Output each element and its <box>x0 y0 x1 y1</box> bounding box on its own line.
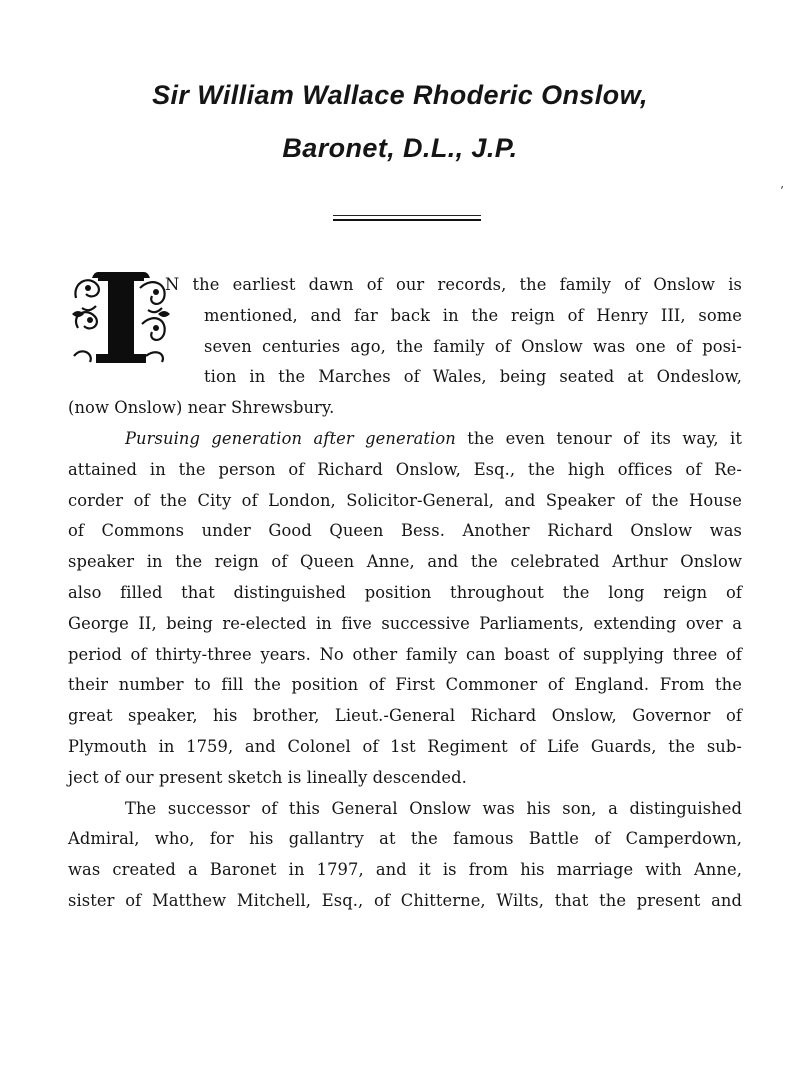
paragraph-2-line-10: great speaker, his brother, Lieut.-General Richard Onslow, Governor of <box>68 706 742 726</box>
page-title <box>60 82 740 171</box>
paragraph-1-line-2: mentioned, and far back in the reign of Henry III, some <box>204 305 742 325</box>
title-divider-thick <box>333 219 481 221</box>
paragraph-3 <box>68 794 742 917</box>
paragraph-1-line-5: (now Onslow) near Shrewsbury. <box>68 398 335 418</box>
paragraph-2-line-4: of Commons under Good Queen Bess. Another Richard Onslow was <box>68 521 742 541</box>
body-text <box>68 270 742 917</box>
paragraph-3-line-2: Admiral, who, for his gallantry at the famous Battle of Camperdown, <box>68 829 742 849</box>
drop-cap-letter-text: I <box>120 328 122 329</box>
paragraph-2-line-7: George II, being re-elected in five successive Parliaments, extending over a <box>68 613 742 633</box>
paragraph-3-line-1: The successor of this General Onslow was his son, a distinguished <box>125 798 742 818</box>
title-divider-thin <box>333 215 481 216</box>
paragraph-2-line-9: their number to fill the position of First Commoner of England. From the <box>68 675 742 695</box>
paragraph-2-line-1: Pursuing generation after generation the even tenour of its way, it <box>125 428 742 448</box>
paragraph-2 <box>68 424 742 794</box>
paragraph-3-line-3: was created a Baronet in 1797, and it is from his marriage with Anne, <box>68 860 742 880</box>
paragraph-2-line-5: speaker in the reign of Queen Anne, and the celebrated Arthur Onslow <box>68 552 742 572</box>
stray-mark: ’ <box>780 184 784 198</box>
paragraph-2-italic-lead: Pursuing generation after generation <box>125 428 456 448</box>
paragraph-1 <box>68 270 742 424</box>
paragraph-2-line-6: also filled that distinguished position throughout the long reign of <box>68 582 742 602</box>
paragraph-2-line-3: corder of the City of London, Solicitor-General, and Speaker of the House <box>68 490 742 510</box>
title-line-1: Sir William Wallace Rhoderic Onslow, <box>152 80 648 110</box>
title-line-2: Baronet, D.L., J.P. <box>282 133 518 163</box>
paragraph-1-line-1: N the earliest dawn of our records, the family of Onslow is <box>165 275 742 294</box>
paragraph-2-line-2: attained in the person of Richard Onslow, Esq., the high offices of Re- <box>68 459 742 479</box>
paragraph-2-line-8: period of thirty-three years. No other family can boast of supplying three of <box>68 644 742 664</box>
paragraph-2-line-11: Plymouth in 1759, and Colonel of 1st Regiment of Life Guards, the sub- <box>68 736 742 756</box>
paragraph-1-line-4: tion in the Marches of Wales, being seated at Ondeslow, <box>204 367 742 387</box>
paragraph-3-line-4: sister of Matthew Mitchell, Esq., of Chitterne, Wilts, that the present and <box>68 890 742 910</box>
paragraph-1-line-3: seven centuries ago, the family of Onslow was one of posi- <box>204 336 742 356</box>
paragraph-2-line-12: ject of our present sketch is lineally descended. <box>68 767 467 787</box>
